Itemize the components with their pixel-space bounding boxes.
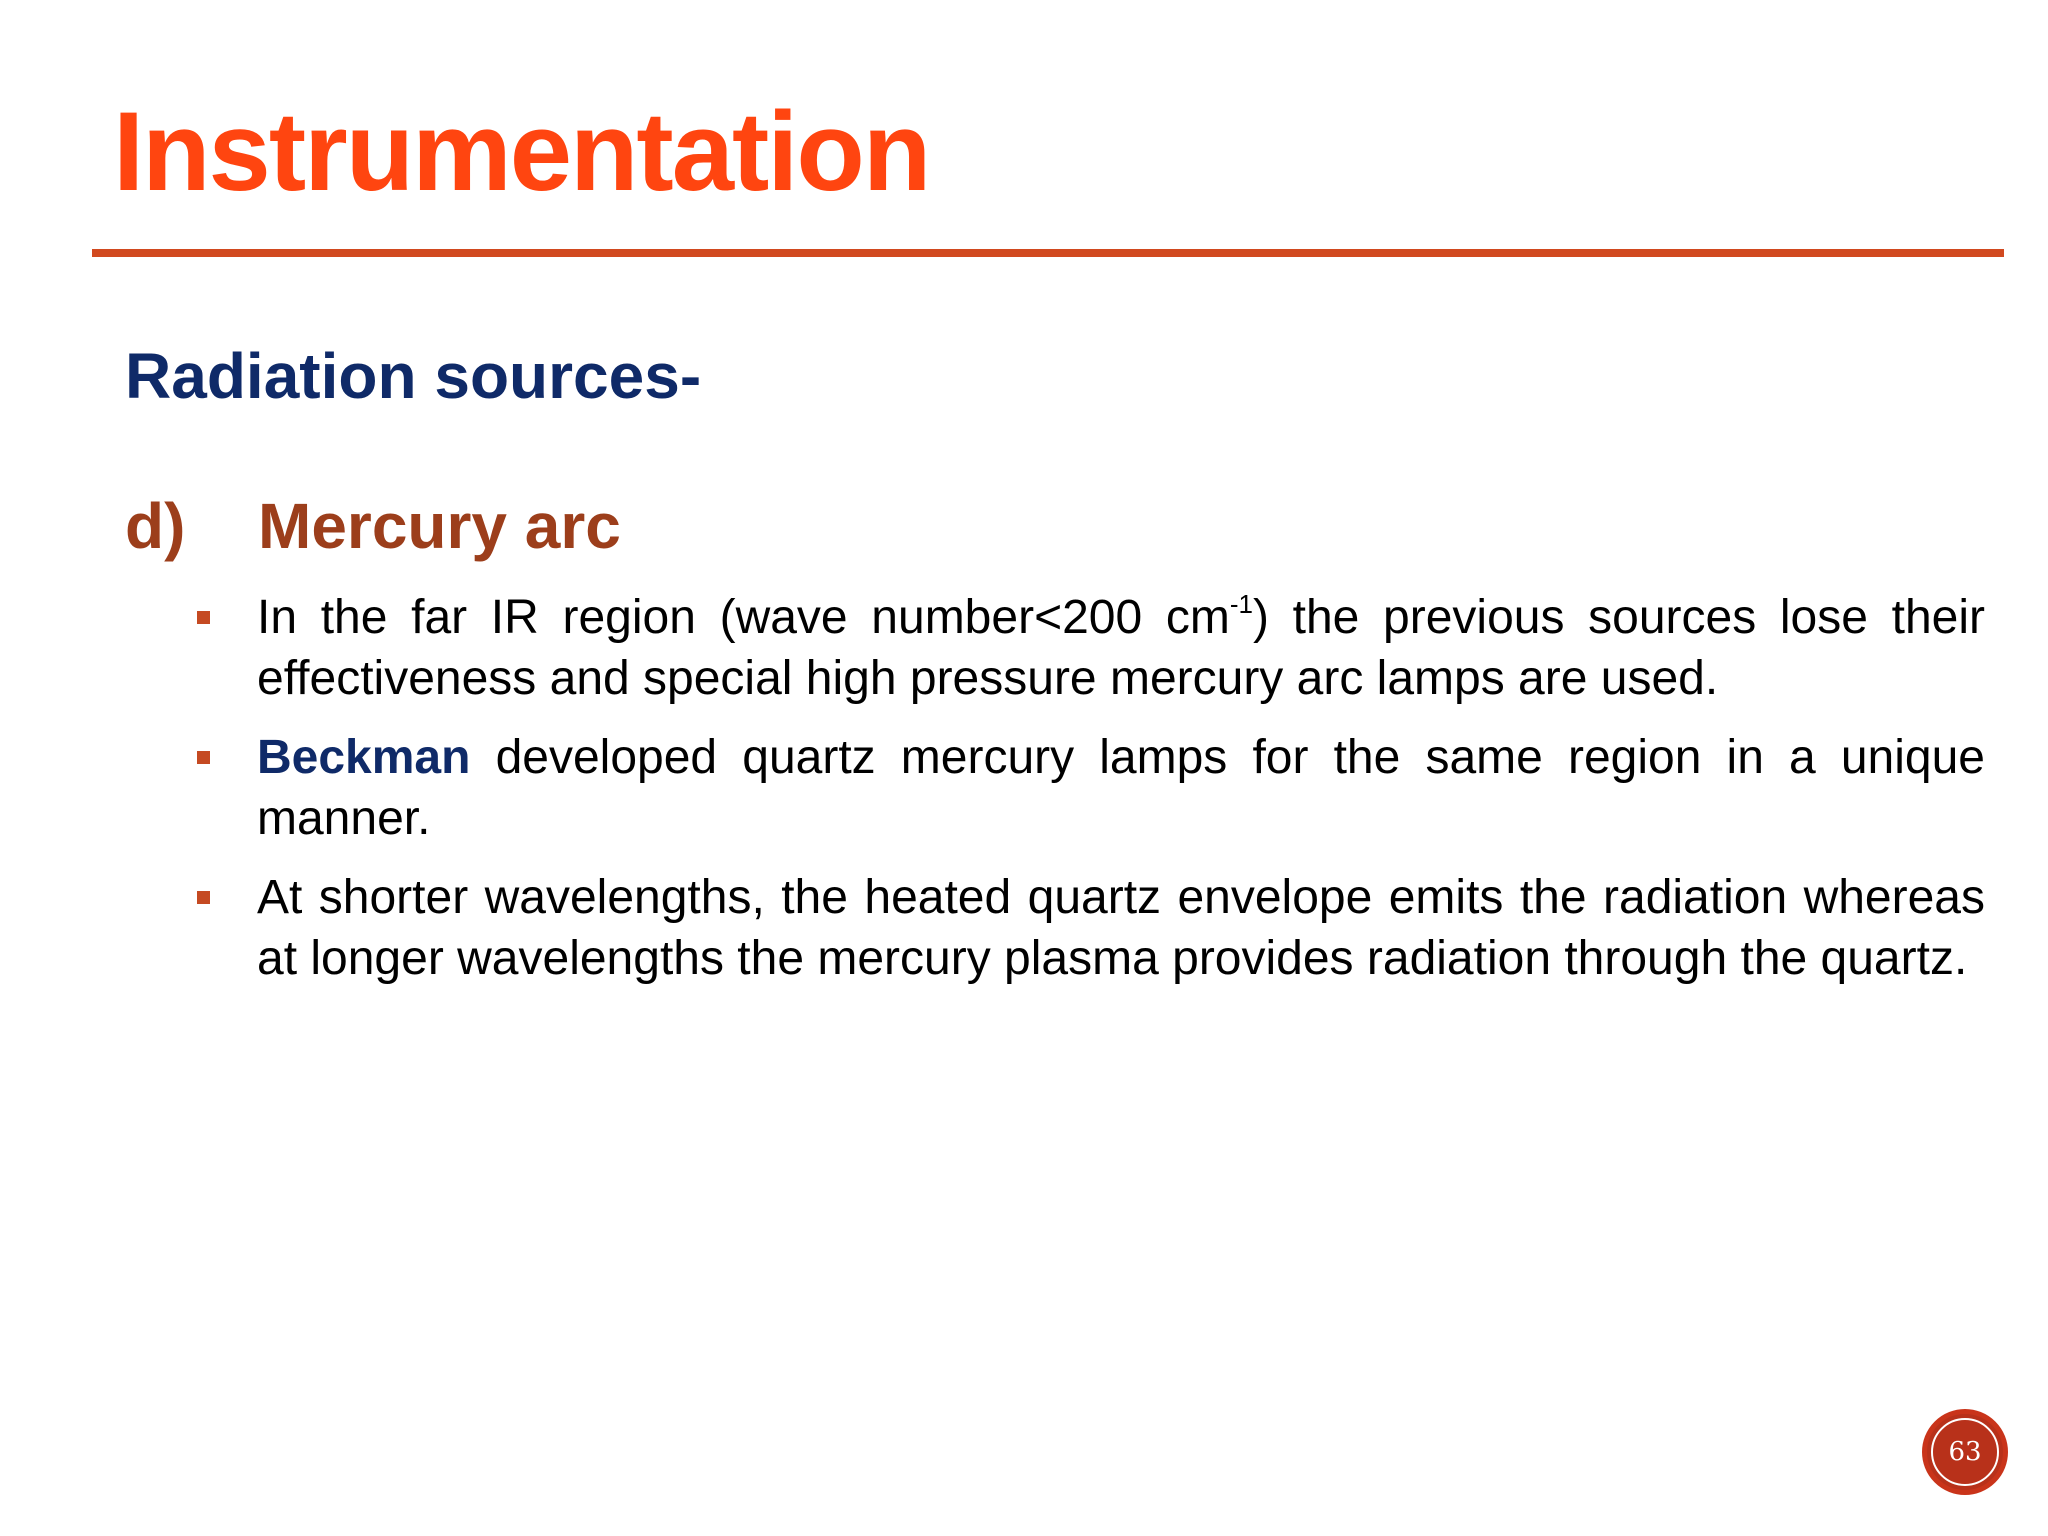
page-number-badge (1922, 1409, 2008, 1495)
bullet-text: ) the previous sources lose their effectiveness and special high pressure mercury arc lamps are used. (257, 591, 1985, 705)
sub-heading (125, 488, 621, 565)
section-heading: Radiation sources- (125, 340, 702, 412)
superscript: -1 (1229, 589, 1253, 619)
bullet-list (193, 587, 1985, 1007)
page-number: 63 (1931, 1418, 1999, 1486)
bullet-text: At shorter wavelengths, the heated quartz envelope emits the radiation whereas at longer wavelengths the mercury plasma provides radiation through the quartz. (257, 871, 1985, 985)
slide-title: Instrumentation (113, 89, 930, 214)
bullet-item (193, 587, 1985, 709)
sub-heading-text: Mercury arc (258, 490, 621, 562)
bullet-text: In the far IR region (wave number (257, 591, 1035, 644)
square-bullet-icon (197, 751, 210, 764)
title-divider (92, 249, 2004, 257)
square-bullet-icon (197, 611, 210, 624)
bullet-text: developed quartz mercury lamps for the same region in a unique manner. (257, 731, 1985, 845)
bullet-text: 200 cm (1062, 591, 1230, 644)
less-than-symbol: < (1034, 591, 1063, 644)
highlighted-term: Beckman (257, 731, 471, 784)
sub-heading-marker: d) (125, 490, 186, 562)
square-bullet-icon (197, 891, 210, 904)
bullet-item (193, 727, 1985, 849)
bullet-item (193, 867, 1985, 989)
